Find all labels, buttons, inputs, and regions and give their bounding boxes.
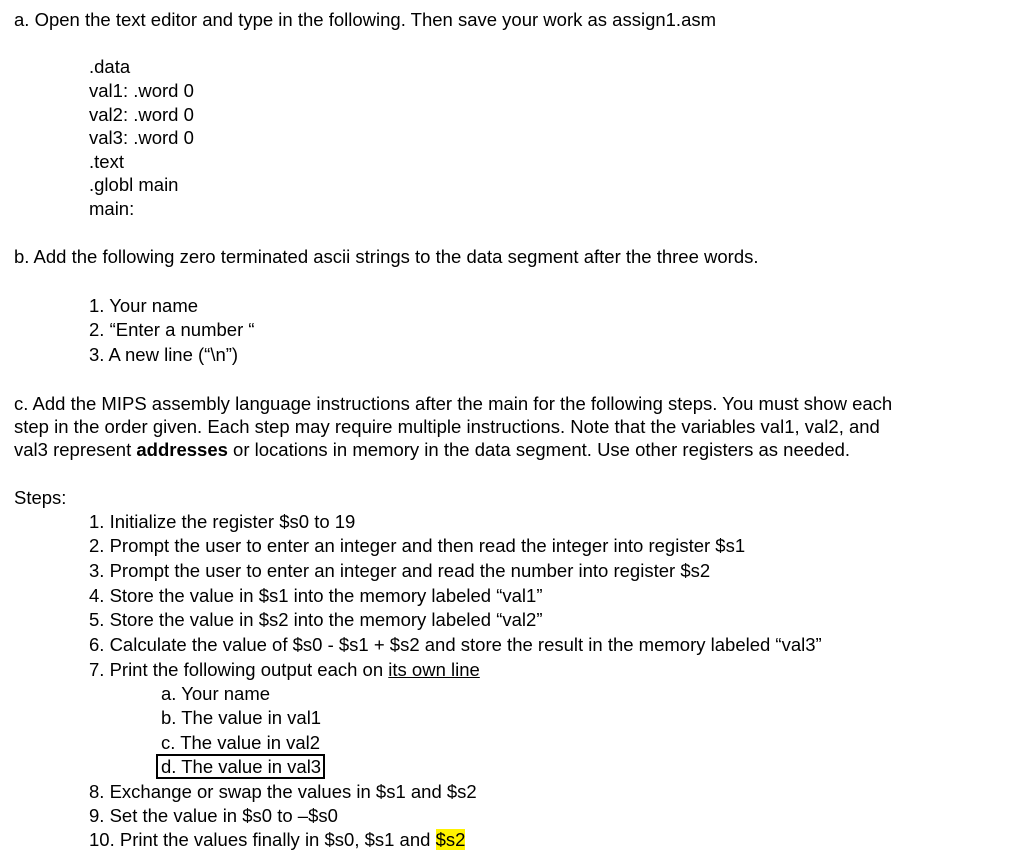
step-item-10: [89, 828, 465, 852]
steps-heading: Steps:: [14, 487, 67, 508]
step-item: 6. Calculate the value of $s0 - $s1 + $s2 and store the result in the memory labeled “val3”: [89, 634, 822, 655]
part-c-line-3: [14, 438, 850, 462]
highlighted-text: $s2: [435, 829, 466, 850]
step-item: 5. Store the value in $s2 into the memory labeled “val2”: [89, 609, 543, 630]
code-line: .text: [89, 151, 124, 172]
step-item: 4. Store the value in $s1 into the memory labeled “val1”: [89, 585, 543, 606]
code-line: .globl main: [89, 174, 179, 195]
step-10-text: 10. Print the values finally in $s0, $s1 and: [89, 829, 436, 850]
part-a-instruction: a. Open the text editor and type in the following. Then save your work as assign1.asm: [14, 9, 717, 30]
step-item: 1. Initialize the register $s0 to 19: [89, 511, 356, 532]
code-line: .data: [89, 56, 131, 77]
code-line: val2: .word 0: [89, 104, 194, 125]
sub-item: a. Your name: [161, 683, 271, 704]
bold-addresses: addresses: [136, 439, 228, 460]
step-item: 8. Exchange or swap the values in $s1 and $s2: [89, 781, 477, 802]
part-c-line-1: c. Add the MIPS assembly language instructions after the main for the following steps. You must show each: [14, 393, 893, 414]
code-line: main:: [89, 198, 135, 219]
part-c-text: val3 represent: [14, 439, 137, 460]
step-item: 2. Prompt the user to enter an integer and then read the integer into register $s1: [89, 535, 746, 556]
code-line: val3: .word 0: [89, 127, 194, 148]
step-item: 3. Prompt the user to enter an integer and read the number into register $s2: [89, 560, 711, 581]
code-line: val1: .word 0: [89, 80, 194, 101]
sub-item: c. The value in val2: [161, 732, 321, 753]
sub-item-boxed: [161, 755, 325, 779]
part-c-line-2: step in the order given. Each step may require multiple instructions. Note that the variables val1, val2, and: [14, 416, 880, 437]
list-item: 2. “Enter a number “: [89, 319, 255, 340]
step-item: 9. Set the value in $s0 to –$s0: [89, 805, 338, 826]
step-7-text: 7. Print the following output each on: [89, 659, 389, 680]
sub-item: b. The value in val1: [161, 707, 322, 728]
list-item: 1. Your name: [89, 295, 199, 316]
part-c-text: or locations in memory in the data segment. Use other registers as needed.: [227, 439, 851, 460]
boxed-text: d. The value in val3: [156, 754, 325, 779]
part-b-instruction: b. Add the following zero terminated ascii strings to the data segment after the three words.: [14, 246, 759, 267]
underlined-text: its own line: [388, 659, 480, 680]
list-item: 3. A new line (“\n”): [89, 344, 239, 365]
step-item-7: [89, 658, 480, 682]
